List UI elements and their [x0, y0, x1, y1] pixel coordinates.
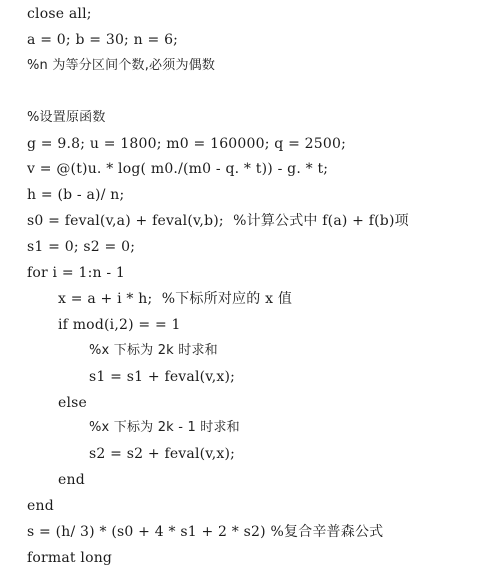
code-line: end: [27, 498, 54, 515]
code-line: format long: [27, 549, 113, 566]
code-line: for i = 1:n - 1: [27, 265, 126, 281]
code-line: v = @(t)u. * log( m0./(m0 - q. * t)) - g. * t;: [27, 161, 329, 178]
code-line: if mod(i,2) = = 1: [58, 316, 181, 333]
code-line: x = a + i * h; %下标所对应的 x 值: [58, 290, 293, 307]
code-line: h = (b - a)/ n;: [27, 187, 125, 204]
code-line: s = (h/ 3) * (s0 + 4 * s1 + 2 * s2) %复合辛普森公式: [27, 524, 384, 540]
code-line: s2 = s2 + feval(v,x);: [89, 446, 236, 463]
code-line: s1 = 0; s2 = 0;: [27, 239, 136, 256]
code-line: close all;: [27, 6, 92, 22]
code-line: s0 = feval(v,a) + feval(v,b); %计算公式中 f(a) + f(b)项: [27, 213, 409, 230]
code-line: else: [58, 394, 88, 411]
code-line: %x 下标为 2k 时求和: [89, 342, 218, 358]
code-line: %n 为等分区间个数,必须为偶数: [27, 57, 216, 73]
code-line: %设置原函数: [27, 109, 106, 125]
code-line: end: [58, 472, 85, 489]
code-line: g = 9.8; u = 1800; m0 = 160000; q = 2500;: [27, 135, 347, 152]
code-line: a = 0; b = 30; n = 6;: [27, 31, 179, 48]
code-line: %x 下标为 2k - 1 时求和: [89, 420, 240, 436]
code-line: s1 = s1 + feval(v,x);: [89, 368, 236, 385]
